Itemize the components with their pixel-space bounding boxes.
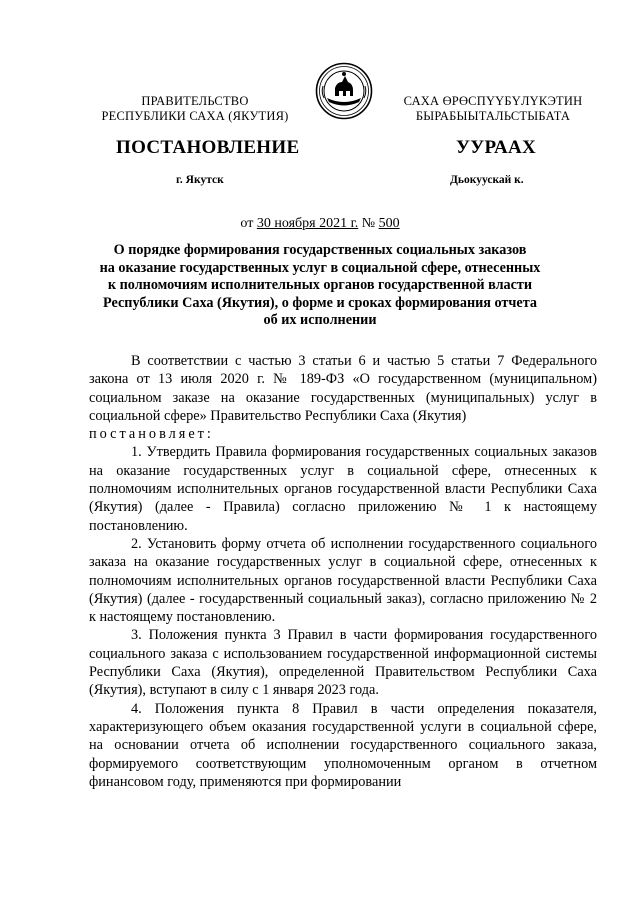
header-right-line1: САХА ӨРӨСПҮҮБҮЛҮКЭТИН [403, 94, 583, 108]
doc-type-title-sah: УУРААХ [456, 137, 537, 158]
date-prefix: от [240, 216, 254, 231]
header-left-authority [80, 94, 310, 124]
subject-line: Республики Саха (Якутия), о форме и сроках формирования отчета [103, 294, 537, 311]
coat-of-arms-emblem [315, 62, 373, 120]
preamble-paragraph: В соответствии с частью 3 статьи 6 и частью 5 статьи 7 Федерального закона от 13 июля 2020 г. № 189-ФЗ «О государственном (муниципальном) социальном заказе на оказание государственных (муниципальных) услуг в социальной сфере» Правительство Республики Саха (Якутия) [89, 353, 597, 424]
header-right-line2: БЫРАБЫЫТАЛЬСТЫБАТА [415, 109, 571, 123]
decree-date: 30 ноября 2021 г. [256, 216, 359, 231]
decree-word: постановляет: [89, 426, 214, 443]
header-left-line2: РЕСПУБЛИКИ САХА (ЯКУТИЯ) [101, 109, 289, 123]
header-right-authority [378, 94, 608, 124]
subject-line: об их исполнении [263, 312, 377, 329]
subject-line: О порядке формирования государственных социальных заказов [113, 242, 527, 258]
body-item: 2. Установить форму отчета об исполнении государственного социального заказа на оказание государственных услуг в социальной сфере, отнесенных к полномочиям исполнительных органов государственной власти Республики Саха (Якутия) (далее - государственный социальный заказ), согласно приложению № 2 к настоящему постановлению. [89, 535, 597, 626]
subject-line: на оказание государственных услуг в социальной сфере, отнесенных [99, 259, 541, 276]
body-item: 4. Положения пункта 8 Правил в части определения показателя, характеризующего объем оказания государственной услуги в социальной сфере, на основании отчета об исполнении государственного социального заказа, формируемого соответствующим уполномоченным органом в отчетном финансовом году, применяются при формировании [89, 700, 597, 790]
body-item: 3. Положения пункта 3 Правил в части формирования государственного социального заказа с использованием государственной информационной системы Республики Саха (Якутия), определенной Правительством Республики Саха (Якутия), вступают в силу с 1 января 2023 года. [89, 627, 597, 699]
subject-line: к полномочиям исполнительных органов государственной власти [107, 277, 533, 294]
decree-date-number [0, 216, 640, 232]
number-prefix: № [361, 216, 376, 231]
decree-subject [96, 242, 544, 330]
decree-number: 500 [378, 216, 400, 231]
body-item: 1. Утвердить Правила формирования государственных социальных заказов на оказание государственных услуг в социальной сфере, отнесенных к полномочиям исполнительных органов государственной власти Республики Саха (Якутия) (далее - Правила) согласно приложению № 1 к настоящему постановлению. [89, 444, 597, 534]
doc-type-title-ru: ПОСТАНОВЛЕНИЕ [116, 137, 300, 158]
city-ru: г. Якутск [176, 174, 224, 186]
decree-body [89, 352, 597, 791]
header-left-line1: ПРАВИТЕЛЬСТВО [141, 94, 249, 108]
city-sah: Дьокуускай к. [450, 174, 524, 186]
